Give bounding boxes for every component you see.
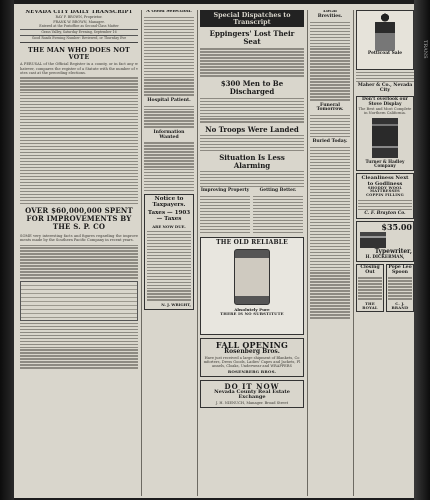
- do-it-now-title: DO IT NOW: [224, 381, 280, 391]
- headline-man-who-does-not-vote: THE MAN WHO DOES NOT VOTE: [28, 45, 130, 61]
- ad-petticoat-sale: [356, 10, 414, 70]
- typewriter-price: $35.00: [381, 221, 412, 232]
- closing-out-title: Closing Out: [360, 264, 380, 275]
- column-3-text-d: [200, 171, 304, 187]
- column-4-text-a: [310, 22, 350, 101]
- cleanliness-sign: C. F. Brayton Co.: [364, 211, 406, 217]
- typewriter-title: Typewriter,: [374, 248, 412, 256]
- adjacent-page-strip: TRANS: [422, 40, 428, 59]
- ad-absolutely-pure: Absolutely Pure: [234, 307, 270, 313]
- ad-fall-opening: [200, 338, 304, 377]
- fall-opening-store: Rosenberg Bros.: [224, 348, 280, 356]
- exchange-sub: J. H. NIENUCH, Manager. Broad Street: [215, 400, 289, 405]
- stove-icon: [372, 118, 398, 158]
- headline-sp-improvements: OVER $60,000,000 SPENT FOR IMPROVEMENTS BY THE S. P. CO: [25, 205, 133, 231]
- ad-pope-leo-spoon: [386, 264, 414, 312]
- column-4: [310, 10, 350, 496]
- cleanliness-title: Cleanliness Next to Godliness: [361, 174, 409, 187]
- statistics-table: [20, 281, 138, 321]
- notice-sub: ARE NOW DUE.: [152, 223, 186, 229]
- pope-leo-text: [388, 277, 412, 299]
- column-2-text-c: [144, 142, 194, 191]
- headline-situation: Situation Is Less Alarming: [219, 153, 285, 170]
- headline-getting-better: Getting Better.: [259, 188, 297, 194]
- ad-closing-out: [356, 264, 384, 312]
- petticoat-sale-title: Petticoat Sale: [367, 51, 403, 56]
- sub-column-right: [253, 189, 303, 235]
- cleanliness-sub: SHODDY WOOL MATTRESSES: [367, 185, 403, 194]
- column-rule: [307, 10, 308, 496]
- bottom-ads: [356, 264, 414, 312]
- notice-text: [147, 231, 191, 301]
- cleanliness-sub2: COPPIN FILLING: [366, 193, 404, 198]
- masthead-sunday-note: Good Roads Evening Number: Reviewed, or Thursday Eve: [20, 35, 138, 40]
- banner-special-dispatches: Special Dispatches to Transcript: [200, 10, 304, 27]
- headline-good-selection: A Good Selection.: [146, 10, 192, 14]
- column-4-text-b: [310, 115, 350, 137]
- ad-old-reliable-title: THE OLD RELIABLE: [216, 238, 288, 246]
- notice-to-taxpayers: [144, 194, 194, 309]
- sub-column-text: [253, 196, 303, 233]
- column-3-text-a: [200, 48, 304, 76]
- binding-shadow-right: [414, 0, 430, 500]
- column-4-text-c: [310, 147, 350, 318]
- turner-hadley-title: Turner & Hadley Company: [365, 158, 405, 169]
- ad-cleanliness: [356, 173, 414, 219]
- typewriter-sign: H. DICKERMAN,: [365, 254, 405, 260]
- masthead-entered: Entered at the Postoffice as Second-Class Matter: [39, 24, 119, 29]
- masthead-manager: FRANK W. BROWN, Manager.: [53, 19, 105, 24]
- sub-column-left: [200, 189, 250, 235]
- stove-sub: The Best and Most Complete in Northern California.: [358, 107, 412, 116]
- pope-leo-title: Pope Leo Spoon: [388, 264, 412, 275]
- column-5: [356, 10, 414, 496]
- column-2-text: [144, 17, 194, 96]
- column-3: [200, 10, 304, 496]
- cleanliness-text: [358, 200, 412, 210]
- notice-title: Notice to Taxpayers.: [152, 196, 186, 209]
- notice-signature: N. J. WRIGHT,: [161, 301, 191, 307]
- headline-hospital-patient: Hospital Patient.: [147, 97, 191, 103]
- ad-no-substitute: THERE IS NO SUBSTITUTE: [220, 311, 284, 317]
- newspaper-page: [14, 4, 414, 498]
- column-rule: [141, 10, 142, 496]
- headline-improving-property: Improving Property: [200, 188, 250, 194]
- petticoat-text: [356, 72, 414, 82]
- fall-opening-body: Have just received a large shipment of Blankets, Comforters, Dress Goods, Ladies' Capes and Jackets, Flannels, Cloaks, Underwear and WRAPPERS: [203, 355, 301, 369]
- notice-years: Taxes — 1903 — Taxes: [147, 210, 191, 222]
- ad-typewriter: [356, 221, 414, 262]
- fall-opening-sign: ROSENBERG BROS.: [227, 368, 277, 374]
- column-3-text-c: [200, 135, 304, 151]
- sub-column-text: [200, 196, 250, 233]
- closing-out-sign: THE ROYAL: [362, 300, 378, 310]
- headline-funeral-tomorrow: Funeral Tomorrow.: [316, 102, 344, 113]
- column-3-split: [200, 189, 304, 235]
- ad-real-estate-exchange: [200, 380, 304, 408]
- column-3-text-b: [200, 98, 304, 123]
- woman-illustration-icon: [375, 13, 395, 51]
- ad-stove-display: [356, 96, 414, 171]
- masthead: [20, 10, 138, 43]
- article-intro-2: SOME very interesting facts and figures regarding the improvements made by the Southern Pacific Company in recent years.: [20, 233, 138, 243]
- column-1: [20, 10, 138, 496]
- pope-leo-sign: C. J. BRAND: [391, 300, 409, 310]
- headline-local-brevities: Local Brevities.: [317, 10, 343, 19]
- exchange-name: Nevada County Real Estate Exchange: [214, 389, 290, 401]
- fall-opening-title: FALL OPENING: [215, 339, 289, 350]
- column-2-text-b: [144, 106, 194, 128]
- headline-no-troops: No Troops Were Landed: [205, 124, 299, 134]
- binding-shadow-left: [0, 0, 14, 500]
- closing-out-text: [358, 277, 382, 299]
- maher-co-title: Maher & Co., Nevada City: [357, 83, 413, 94]
- article-intro: A PERUSAL of the Official Register in a county, or in fact any whatever, compares the register of a Statute with the number of votes cast at the preceding elections.: [20, 62, 138, 75]
- column-rule: [197, 10, 198, 496]
- headline-eppingers: Eppingers' Lost Their Seat: [209, 29, 295, 47]
- stove-title: Don't overlook our Stove Display: [362, 96, 408, 107]
- column-rule: [353, 10, 354, 496]
- headline-300-men: $300 Men to Be Discharged: [220, 78, 284, 96]
- masthead-title: NEVADA CITY DAILY TRANSCRIPT: [25, 10, 133, 15]
- typewriter-icon: [360, 232, 386, 248]
- article-text-lines-2: [20, 245, 138, 279]
- headline-information-wanted: Information Wanted: [153, 129, 185, 140]
- column-2: [144, 10, 194, 496]
- article-text-lines-3: [20, 323, 138, 369]
- masthead-dateline: Grass Valley, Saturday Evening, September 16: [20, 29, 138, 34]
- headline-buried-today: Buried Today.: [312, 139, 348, 145]
- article-text-lines: [20, 77, 138, 204]
- ad-baking-powder: [200, 237, 304, 335]
- baking-powder-can-icon: [234, 249, 270, 305]
- masthead-proprietor: RAY F. BROWN, Proprietor.: [55, 15, 103, 20]
